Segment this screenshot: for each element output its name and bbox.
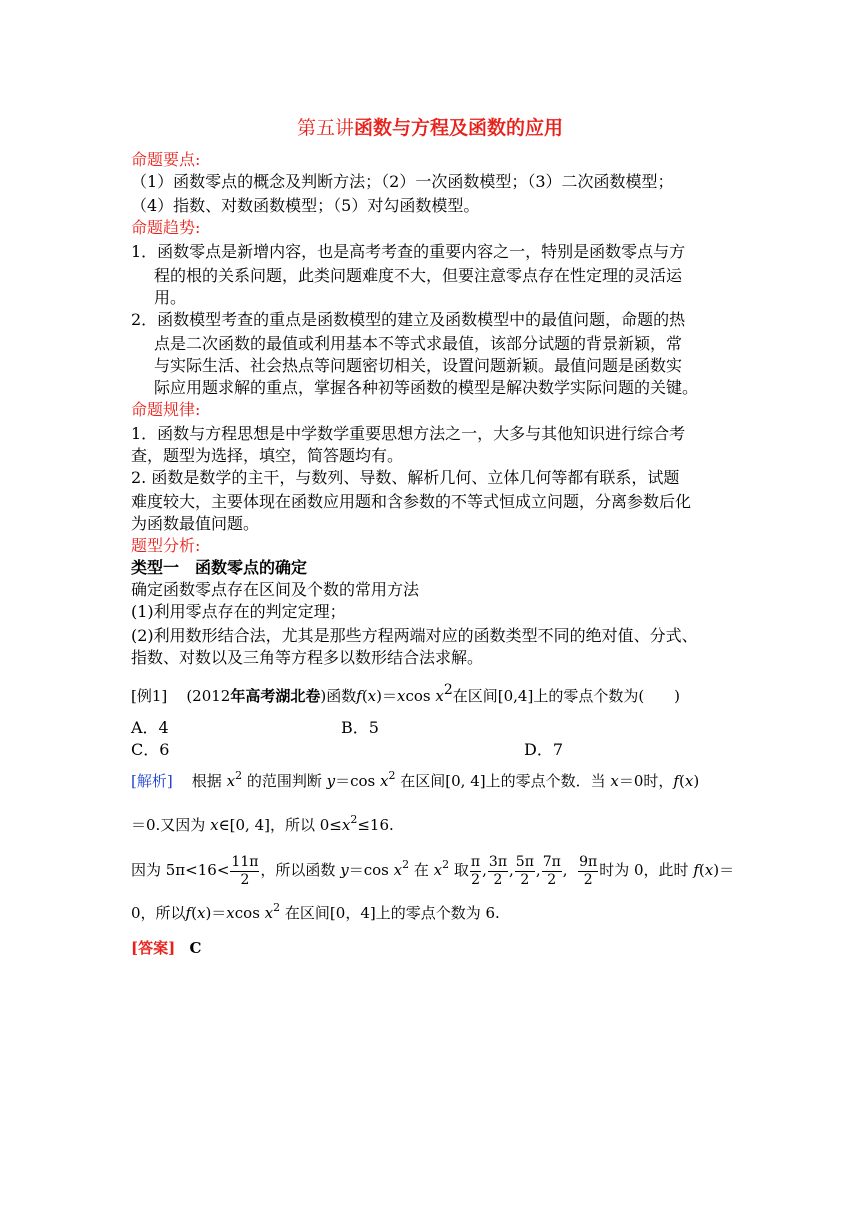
fraction-5pi-2: $\frac{5\pi}{2}$ xyxy=(515,853,534,888)
example-question: [例1] (2012年高考湖北卷)函数f(x)＝xcos $x^2$在区间[0,4]上的零点个数为( ) xyxy=(131,682,681,705)
answer-value: C xyxy=(189,939,202,957)
type1-line: 指数、对数以及三角等方程多以数形结合法求解。 xyxy=(131,648,484,667)
answer-line xyxy=(131,938,201,958)
solution-text: 0，所以 xyxy=(131,904,186,922)
answer-label: [答案] xyxy=(131,939,176,957)
option-c: C．6 xyxy=(131,740,170,759)
example-source: (2012 xyxy=(186,687,231,705)
key-points-line: （1）函数零点的概念及判断方法；（2）一次函数模型；（3）二次函数模型； xyxy=(131,172,674,191)
example-label: [例1] xyxy=(131,687,168,705)
solution-text: ＝0时， xyxy=(618,772,674,790)
type1-heading: 类型一 函数零点的确定 xyxy=(131,558,308,577)
trend-line: 际应用题求解的重点，掌握各种初等函数的模型是解决数学实际问题的关键。 xyxy=(154,378,699,397)
solution-text: 时为 0，此时 xyxy=(599,861,689,879)
type1-line: (2)利用数形结合法，尤其是那些方程两端对应的函数类型不同的绝对值、分式、 xyxy=(131,626,698,645)
option-b: B．5 xyxy=(341,718,379,737)
solution-line: 因为 5π<16< $\frac{11\pi}{2}$ ，所以函数 y＝cos $x^2$ 在 $x^2$ 取 $\frac{\pi}{2}$ , $\frac{3\pi}{2}$ , $\frac{5\pi}{2}$ , $\frac{7\pi}{2}$ , $\frac{9\pi}{2}$ 时为 0，此时 f(x)＝ xyxy=(131,853,735,888)
example-text: 函数 xyxy=(326,687,357,705)
trend-line: 点是二次函数的最值或利用基本不等式求最值，该部分试题的背景新颖，常 xyxy=(154,334,683,353)
section-trend: 命题趋势: xyxy=(131,218,201,237)
title-lecture-number: 第五讲 xyxy=(296,117,354,139)
trend-line: 与实际生活、社会热点等问题密切相关，设置问题新颖。最值问题是函数实 xyxy=(154,356,683,375)
fraction-3pi-2: $\frac{3\pi}{2}$ xyxy=(488,853,508,888)
trend-line: 程的根的关系问题，此类问题难度不大，但要注意零点存在性定理的灵活运 xyxy=(154,266,683,285)
rules-line: 难度较大，主要体现在函数应用题和含参数的不等式恒成立问题，分离参数后化 xyxy=(131,492,692,511)
section-key-points: 命题要点: xyxy=(131,150,201,169)
rules-line: 查，题型为选择，填空，简答题均有。 xyxy=(131,446,404,465)
section-rules: 命题规律: xyxy=(131,400,201,419)
type1-line: (1)利用零点存在的判定定理； xyxy=(131,602,346,621)
solution-text: 的范围判断 xyxy=(246,772,322,790)
solution-text: 根据 xyxy=(191,772,222,790)
solution-text: 在区间[0, 4]上的零点个数．当 xyxy=(400,772,606,790)
rules-line: 1．函数与方程思想是中学数学重要思想方法之一，大多与其他知识进行综合考 xyxy=(131,424,686,443)
rules-line: 为函数最值问题。 xyxy=(131,514,260,533)
fraction-9pi-2: $\frac{9\pi}{2}$ xyxy=(579,853,598,888)
example-source-bold: 年高考湖北卷 xyxy=(230,687,321,705)
example-text: 在区间[0,4]上的零点个数为( ) xyxy=(452,687,681,705)
type1-line: 确定函数零点存在区间及个数的常用方法 xyxy=(131,580,420,599)
trend-line: 用。 xyxy=(154,288,187,307)
fraction-11pi-2: $\frac{11\pi}{2}$ xyxy=(231,853,259,888)
solution-line: ＝0.又因为 x∈[0, 4]，所以 $0\le x^2\le 16$. xyxy=(131,813,394,834)
solution-text: ，所以函数 xyxy=(260,861,336,879)
solution-text: ∈[0, 4]，所以 0≤ xyxy=(218,816,342,834)
example-source: ) xyxy=(320,687,327,705)
fraction-7pi-2: $\frac{7\pi}{2}$ xyxy=(542,853,561,888)
solution-line: [解析] 根据 $x^2$ 的范围判断 y＝cos $x^2$ 在区间[0, 4]上的零点个数．当 x＝0时，f(x) xyxy=(131,769,700,790)
option-a: A．4 xyxy=(131,718,169,737)
solution-label: [解析] xyxy=(131,772,173,790)
page-title xyxy=(0,116,860,140)
solution-text: 在区间[0，4]上的零点个数为 6. xyxy=(284,904,500,922)
solution-line: 0，所以f(x)＝xcos $x^2$ 在区间[0，4]上的零点个数为 6. xyxy=(131,901,500,922)
fraction-pi-2: $\frac{\pi}{2}$ xyxy=(470,853,481,888)
solution-text: 在 xyxy=(413,861,429,879)
solution-text: 取 xyxy=(453,861,469,879)
solution-text: 因为 5π<16< xyxy=(131,861,230,879)
rules-line: 2. 函数是数学的主干，与数列、导数、解析几何、立体几何等都有联系，试题 xyxy=(131,468,680,487)
solution-text: ≤16. xyxy=(357,816,394,834)
section-analysis: 题型分析: xyxy=(131,536,201,555)
trend-line: 2．函数模型考查的重点是函数模型的建立及函数模型中的最值问题，命题的热 xyxy=(131,310,686,329)
solution-text: ＝0.又因为 xyxy=(131,816,206,834)
solution-text: ＝ xyxy=(719,861,735,879)
trend-line: 1．函数零点是新增内容，也是高考考查的重要内容之一，特别是函数零点与方 xyxy=(131,242,686,261)
option-d: D．7 xyxy=(524,740,564,759)
key-points-line: （4）指数、对数函数模型；（5）对勾函数模型。 xyxy=(131,196,480,215)
title-topic: 函数与方程及函数的应用 xyxy=(354,117,564,139)
